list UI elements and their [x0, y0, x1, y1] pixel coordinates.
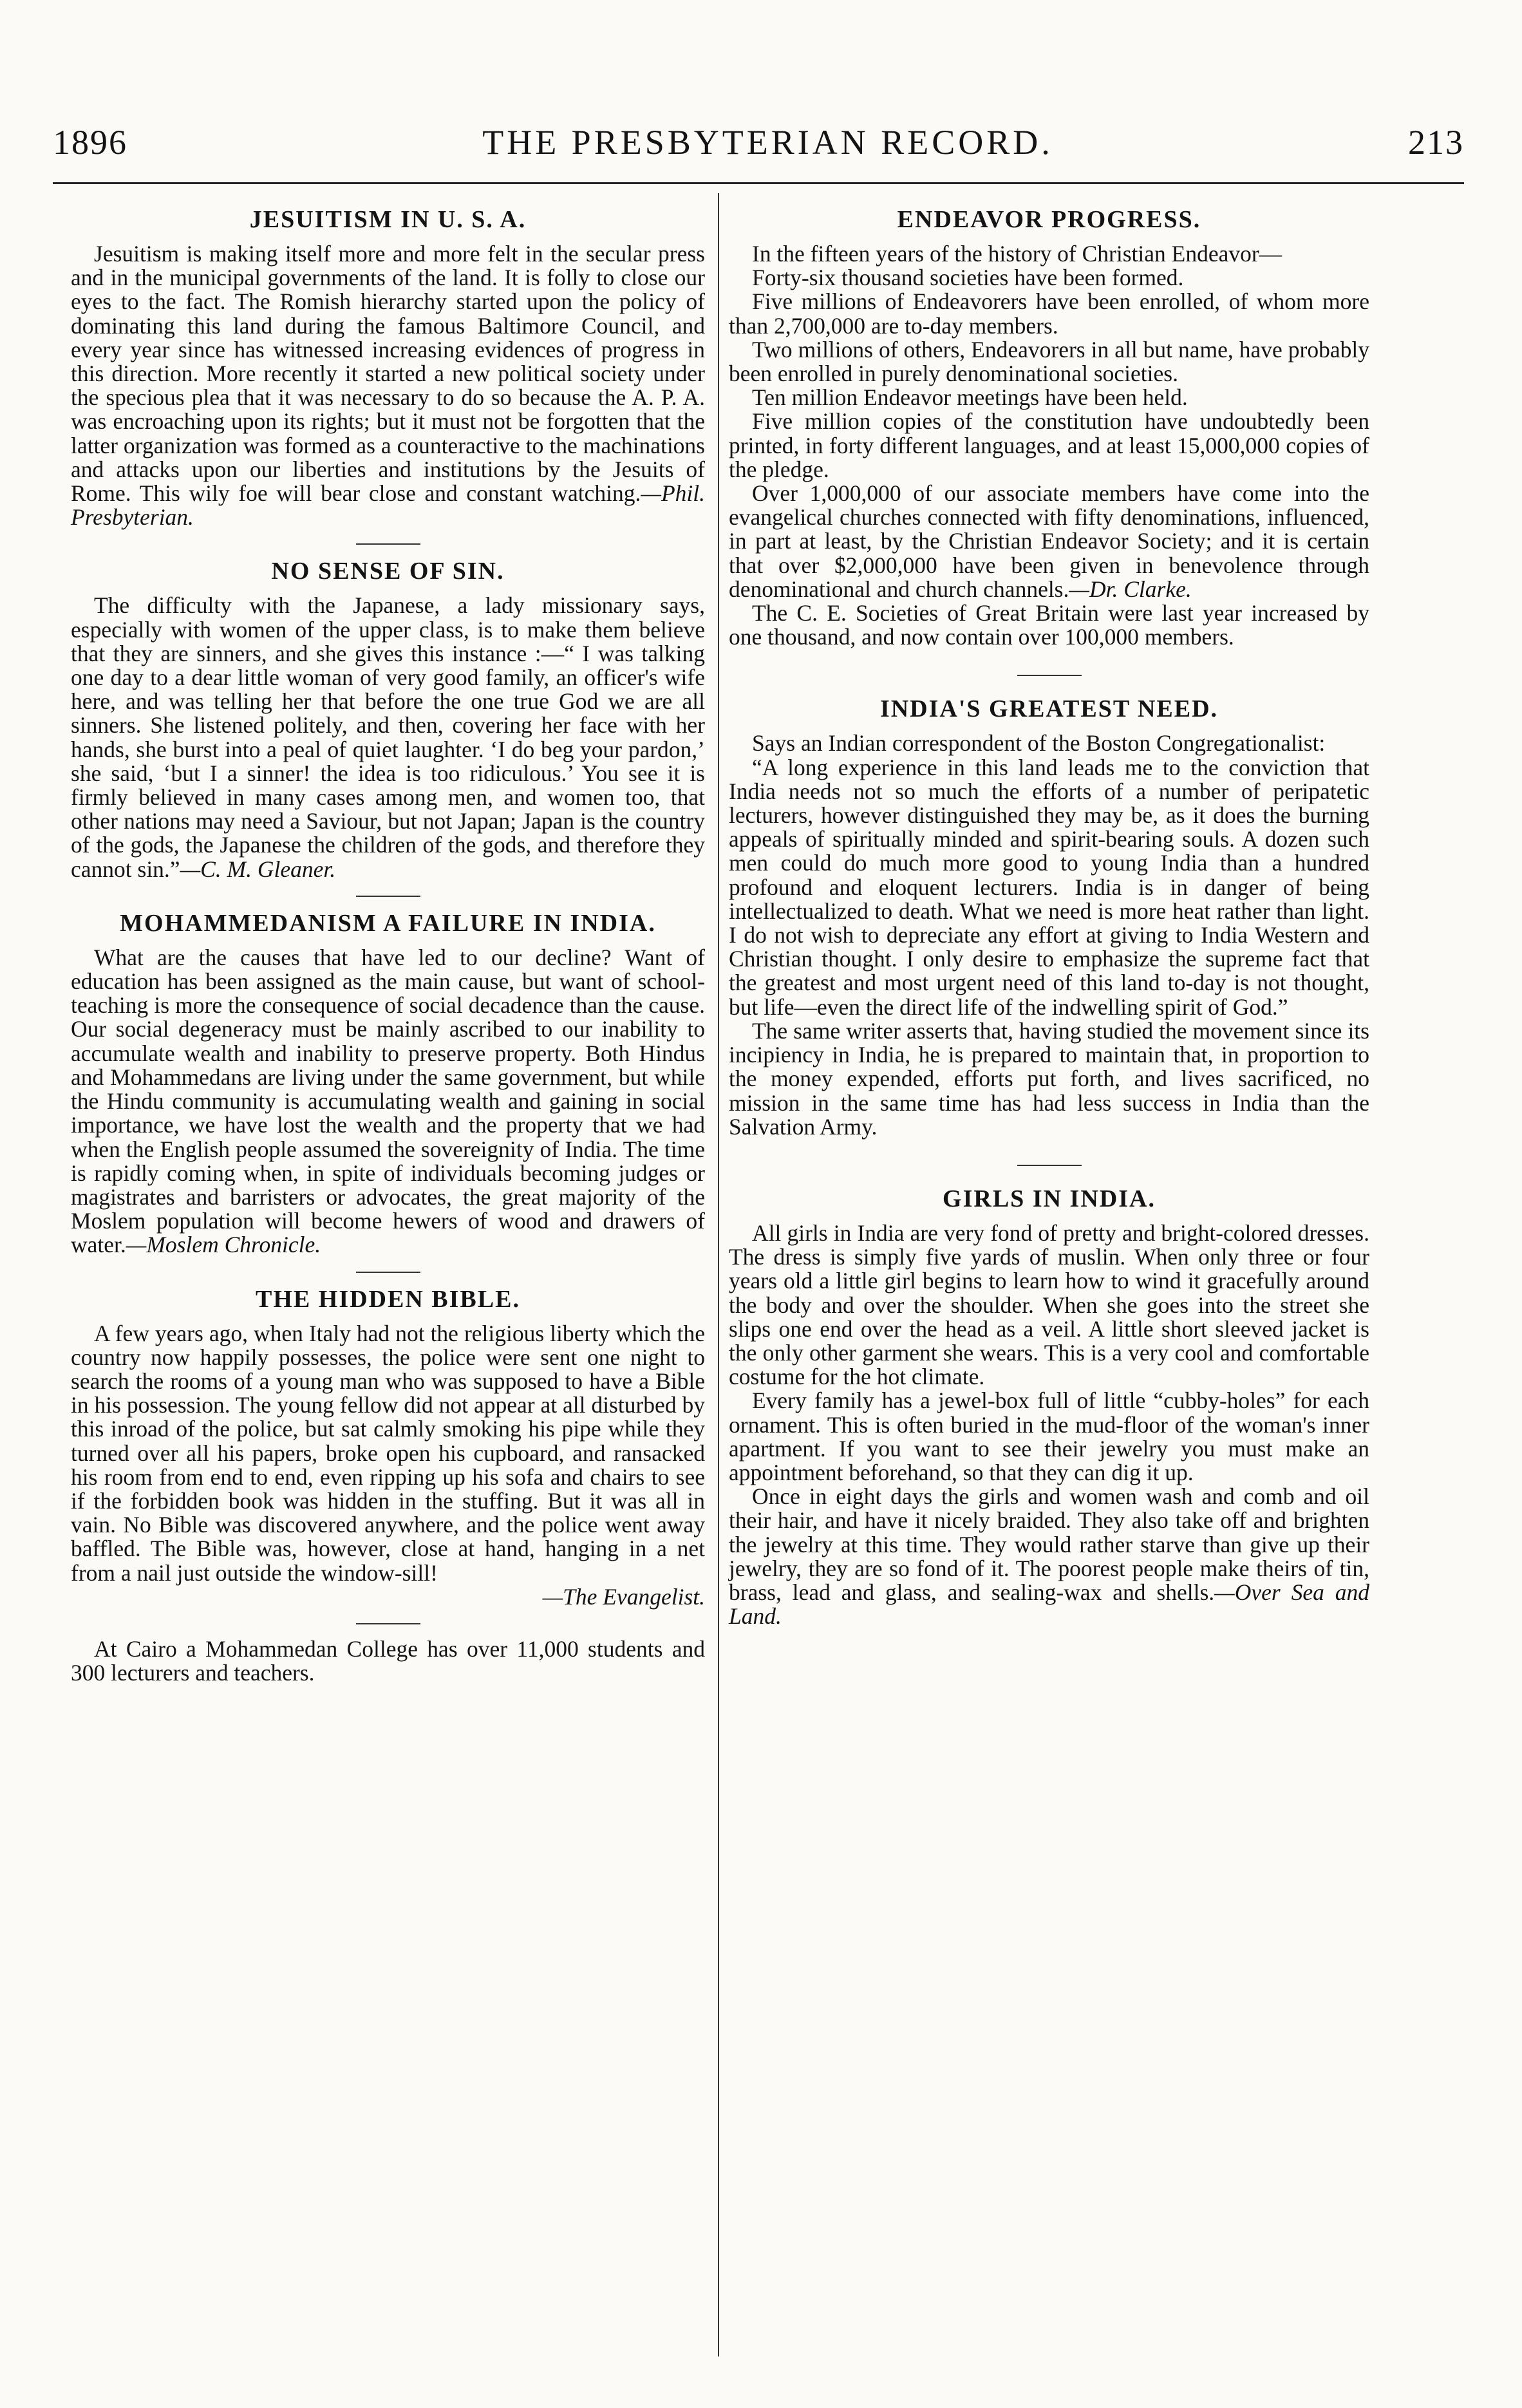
article-separator	[356, 543, 420, 545]
article-paragraph: The C. E. Societies of Great Britain were last year increased by one thousand, and now contain over 100,000 members.	[729, 600, 1369, 650]
article-paragraph: Five millions of Endeavorers have been enrolled, of whom more than 2,700,000 are to-day members.	[729, 288, 1369, 339]
article-separator	[356, 1272, 420, 1273]
article-paragraph: Ten million Endeavor meetings have been held.	[752, 384, 1188, 411]
article-paragraph: Two millions of others, Endeavorers in all but name, have probably been enrolled in purely denominational societies.	[729, 336, 1369, 387]
article-separator	[1017, 675, 1082, 676]
article-paragraph	[729, 1485, 1369, 1628]
article-source: —The Evangelist.	[542, 1583, 705, 1610]
publication-title: THE PRESBYTERIAN RECORD.	[482, 123, 1053, 162]
article-paragraph: All girls in India are very fond of pretty and bright-colored dresses. The dress is simply five yards of muslin. When only three or four years old a little girl begins to learn how to wind it gracefully around the body and over the shoulder. When she goes into the street she slips one end over the head as a veil. A little short sleeved jacket is the only other garment she wears. This is a very cool and comfortable costume for the hot climate.	[729, 1219, 1369, 1390]
column-divider	[718, 193, 719, 2356]
article-paragraph: Says an Indian correspondent of the Boston Congregationalist:	[752, 730, 1326, 757]
article-separator	[1017, 1165, 1082, 1166]
left-column	[71, 200, 705, 1685]
page-number: 213	[1407, 123, 1464, 162]
article-title-indias-greatest-need: INDIA'S GREATEST NEED.	[879, 695, 1219, 723]
article-source: —Dr. Clarke.	[1069, 576, 1192, 602]
article-paragraph: In the fifteen years of the history of Christian Endeavor—	[752, 241, 1282, 267]
header-year: 1896	[53, 123, 127, 162]
article-paragraph	[71, 594, 705, 881]
paragraph-text: What are the causes that have led to our decline? Want of education has been assigned as the main cause, but want of school-teaching is more the consequence of social decadence than the cause. Our social degeneracy must be mainly ascribed to our inability to accumulate wealth and inability to preserve property. Both Hindus and Mohammedans are living under the same government, but while the Hindu community is accumulating wealth and gaining in social importance, we have lost the wealth and the property that we had when the English people assumed the sovereignity of India. The time is rapidly coming when, in spite of individuals becoming judges or magistrates and barristers or advocates, the great majority of the Moslem population will become hewers of wood and drawers of water.	[71, 944, 705, 1258]
article-paragraph: Every family has a jewel-box full of little “cubby-holes” for each ornament. This is often buried in the mud-floor of the woman's inner apartment. If you want to see their jewelry you must make an appointment beforehand, so that they can dig it up.	[729, 1387, 1369, 1485]
article-source: —C. M. Gleaner.	[180, 856, 336, 882]
article-source: —Phil. Presbyterian.	[71, 480, 705, 531]
article-separator	[356, 1623, 420, 1624]
page-header	[53, 122, 1464, 167]
article-source: —Over Sea and Land.	[729, 1579, 1369, 1630]
paragraph-text: Once in eight days the girls and women wash and comb and oil their hair, and have it nicely braided. They also take off and brighten the jewelry at this time. They would rather starve than give up their jewelry, they are so fond of it. The poorest people make theirs of tin, brass, lead and glass, and sealing-wax and shells.	[729, 1483, 1369, 1605]
article-paragraph	[729, 482, 1369, 601]
article-paragraph: Forty-six thousand societies have been formed.	[752, 265, 1184, 291]
article-paragraph	[71, 946, 705, 1257]
article-title-endeavor-progress: ENDEAVOR PROGRESS.	[897, 206, 1201, 233]
right-column	[729, 200, 1369, 1628]
header-rule	[53, 182, 1464, 184]
article-title-no-sense-of-sin: NO SENSE OF SIN.	[271, 558, 505, 585]
article-source: —Moslem Chronicle.	[126, 1232, 321, 1258]
article-title-mohammedanism: MOHAMMEDANISM A FAILURE IN INDIA.	[120, 909, 656, 937]
article-title-jesuitism: JESUITISM IN U. S. A.	[249, 206, 527, 233]
article-paragraph: The same writer asserts that, having studied the movement since its incipiency in India, he is prepared to maintain that, in proportion to the money expended, efforts put forth, and lives sacrificed, no mission in the same time has had less success in India than the Salvation Army.	[729, 1017, 1369, 1140]
paragraph-text: Over 1,000,000 of our associate members have come into the evangelical churches connected with fifty denominations, influenced, in part at least, by the Christian Endeavor Society; and it is certain that over $2,000,000 have been given in benevolence through denominational and church channels.	[729, 480, 1369, 602]
article-title-girls-in-india: GIRLS IN INDIA.	[943, 1185, 1156, 1212]
article-paragraph: Five million copies of the constitution have undoubtedly been printed, in forty different languages, and at least 15,000,000 copies of the pledge.	[729, 408, 1369, 482]
paragraph-text: The difficulty with the Japanese, a lady missionary says, especially with women of the upper class, is to make them believe that they are sinners, and she gives this instance :—“ I was talking one day to a dear little woman of very good family, an officer's wife here, and was telling her that before the one true God we are all sinners. She listened politely, and then, covering her face with her hands, she burst into a peal of quiet laughter. ‘I do beg your pardon,’ she said, ‘but I a sinner! the idea is too ridiculous.’ You see it is firmly believed in many cases among men, and women too, that other nations may need a Saviour, but not Japan; Japan is the country of the gods, the Japanese the children of the gods, and therefore they cannot sin.”	[71, 592, 705, 882]
article-paragraph: “A long experience in this land leads me to the conviction that India needs not so much the efforts of a number of peripatetic lecturers, however distinguished they may be, as it does the burning appeals of spiritually minded and spirit-bearing souls. A dozen such men could do much more good to young India than a hundred profound and eloquent lecturers. India is in danger of being intellectualized to death. What we need is more heat rather than light. I do not wish to depreciate any effort at giving to India Western and Christian thought. I only desire to emphasize the supreme fact that the greatest and most urgent need of this land to-day is not thought, but life—even the direct life of the indwelling spirit of God.”	[729, 754, 1369, 1020]
article-paragraph	[71, 242, 705, 529]
article-paragraph: A few years ago, when Italy had not the religious liberty which the country now happily possesses, the police were sent one night to search the rooms of a young man who was supposed to have a Bible in his possession. The young fellow did not appear at all disturbed by this inroad of the police, but sat calmly smoking his pipe while they turned over all his papers, broke open his cupboard, and ransacked his room from end to end, even ripping up his sofa and chairs to see if the forbidden book was hidden in the stuffing. But it was all in vain. No Bible was discovered anywhere, and the police went away baffled. The Bible was, however, close at hand, hanging in a net from a nail just outside the window-sill!	[71, 1320, 705, 1586]
article-paragraph-cairo: At Cairo a Mohammedan College has over 11,000 students and 300 lecturers and teachers.	[71, 1635, 705, 1686]
article-separator	[356, 896, 420, 897]
paragraph-text: Jesuitism is making itself more and more felt in the secular press and in the municipal governments of the land. It is folly to close our eyes to the fact. The Romish hierarchy started upon the policy of dominating this land during the famous Baltimore Council, and every year since has witnessed increasing evidences of progress in this direction. More recently it started a new political society under the specious plea that it was necessary to do so because the A. P. A. was encroaching upon its rights; but it must not be forgotten that the latter organization was formed as a counteractive to the machinations and attacks upon our liberties and institutions by the Jesuits of Rome. This wily foe will bear close and constant watching.	[71, 241, 705, 507]
article-title-hidden-bible: THE HIDDEN BIBLE.	[256, 1285, 520, 1313]
